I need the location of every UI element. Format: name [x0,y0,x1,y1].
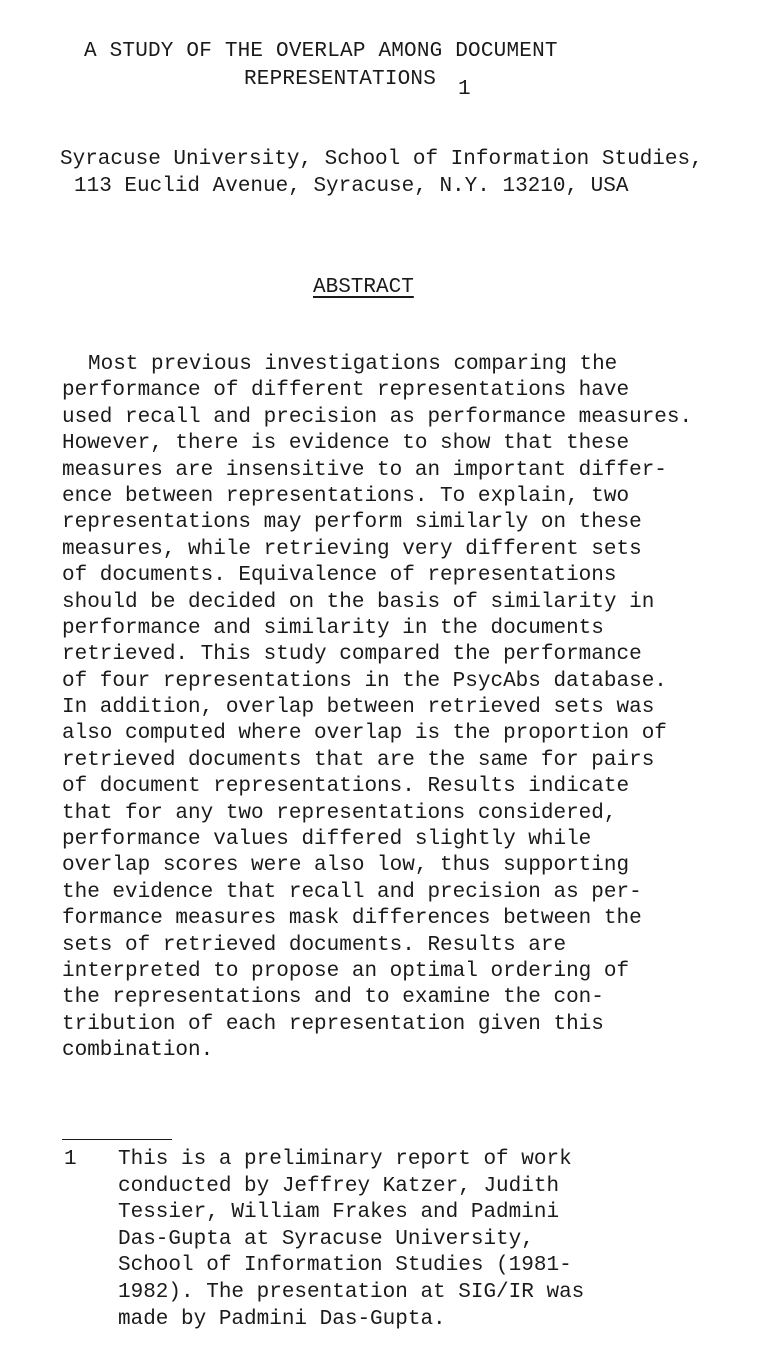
affiliation-line-2: 113 Euclid Avenue, Syracuse, N.Y. 13210, USA [74,175,629,198]
abstract-line: ence between representations. To explain, two [62,484,630,508]
abstract-line: of document representations. Results indicate [62,775,630,799]
abstract-line: representations may perform similarly on these [62,511,642,535]
footnote-line: Tessier, William Frakes and Padmini [118,1201,560,1225]
abstract-line: of documents. Equivalence of representations [62,564,617,588]
footnote-line: 1982). The presentation at SIG/IR was [118,1280,585,1304]
abstract-line: the representations and to examine the con- [62,986,604,1010]
footnote-line: School of Information Studies (1981- [118,1254,572,1278]
abstract-line: sets of retrieved documents. Results are [62,933,567,957]
abstract-line: also computed where overlap is the proportion of [62,722,667,746]
abstract-line: tribution of each representation given this [62,1012,604,1036]
abstract-line: measures are insensitive to an important differ- [62,458,667,482]
abstract-line: overlap scores were also low, thus supporting [62,854,630,878]
abstract-line: formance measures mask differences between the [62,907,642,931]
abstract-line: the evidence that recall and precision as per- [62,880,642,904]
abstract-line: Most previous investigations comparing the [88,353,618,376]
abstract-line: performance and similarity in the documents [62,616,604,640]
abstract-line: retrieved. This study compared the performance [62,643,642,667]
footnote-line: conducted by Jeffrey Katzer, Judith [118,1174,560,1198]
abstract-line: However, there is evidence to show that these [62,432,630,456]
affiliation-line-1: Syracuse University, School of Information Studies, [60,148,703,171]
footnote-line: made by Padmini Das-Gupta. [118,1307,446,1331]
title-line-1: A STUDY OF THE OVERLAP AMONG DOCUMENT [84,40,558,63]
abstract-line: performance values differed slightly while [62,828,592,852]
title-line-2: REPRESENTATIONS [244,68,437,91]
footnote-line: Das-Gupta at Syracuse University, [118,1227,534,1251]
footnote-line: This is a preliminary report of work [118,1148,572,1171]
title-footnote-marker: 1 [458,78,471,101]
footnote-number: 1 [64,1148,77,1171]
abstract-body [62,352,762,1065]
abstract-line: used recall and precision as performance measures. [62,405,693,429]
abstract-line: measures, while retrieving very different sets [62,537,642,561]
abstract-line: should be decided on the basis of similarity in [62,590,655,614]
abstract-line: interpreted to propose an optimal ordering of [62,959,630,983]
footnote-text [118,1147,738,1333]
author-affiliation [60,146,703,200]
footnote-divider [62,1139,172,1140]
abstract-line: performance of different representations have [62,379,630,403]
abstract-line: retrieved documents that are the same for pairs [62,748,655,772]
abstract-line: combination. [62,1039,214,1063]
abstract-line: that for any two representations considered, [62,801,617,825]
abstract-heading: ABSTRACT [313,276,414,299]
abstract-line: of four representations in the PsycAbs database. [62,669,667,693]
abstract-line: In addition, overlap between retrieved sets was [62,696,655,720]
